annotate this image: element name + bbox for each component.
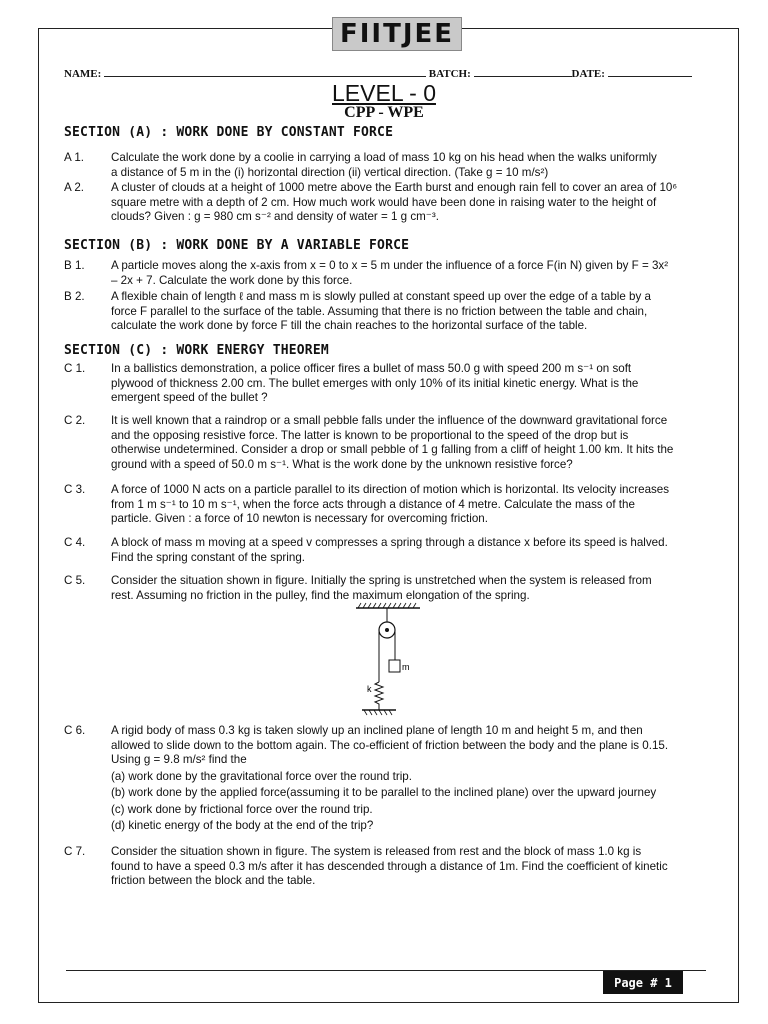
- level-title: LEVEL - 0: [332, 80, 436, 106]
- c6-part-a: (a) work done by the gravitational force over the round trip.: [111, 769, 412, 783]
- pulley-spring-figure: [350, 600, 460, 720]
- student-info-line: [64, 66, 704, 80]
- section-a-title: SECTION (A) : WORK DONE BY CONSTANT FORCE: [64, 125, 394, 140]
- question-c6: C 6. A rigid body of mass 0.3 kg is taken slowly up an inclined plane of length 10 m and height 5 m, and then allowed to slide down to the bottom again. The co-efficient of friction between the body and the plane is 0.15. Using g = 9.8 m/s² find the (a) work done by the gravitational force over the round trip. (b) work done by the applied force(assuming it to be parallel to the inclined plane) over the upward journey (c) work done by frictional force over the round trip. (d) kinetic energy of the body at the end of the trip?: [64, 724, 704, 835]
- question-a2: A 2. A cluster of clouds at a height of 1000 metre above the Earth burst and enough rain fell to cover an area of 10⁶ square metre with a depth of 2 cm. How much work would have been done in raising water to the height of clouds? Given : g = 980 cm s⁻² and density of water = 1 g cm⁻³.: [64, 181, 678, 223]
- batch-label: BATCH:: [428, 68, 471, 80]
- batch-blank: [474, 66, 572, 77]
- question-c5: C 5. Consider the situation shown in figure. Initially the spring is unstretched when the system is released from rest. Assuming no friction in the pulley, find the maximum elongation of the spring.: [64, 574, 652, 602]
- subtitle: CPP - WPE: [344, 104, 424, 121]
- section-c-title: SECTION (C) : WORK ENERGY THEOREM: [64, 343, 329, 358]
- c6-part-c: (c) work done by frictional force over the round trip.: [111, 802, 373, 816]
- fiitjee-logo: FIITJEE: [332, 17, 462, 51]
- page-number: Page # 1: [603, 971, 683, 994]
- date-blank: [608, 66, 692, 77]
- mass-label: m: [402, 662, 410, 672]
- spring: [375, 682, 383, 710]
- c6-part-b: (b) work done by the applied force(assuming it to be parallel to the inclined plane) over the upward journey: [111, 786, 657, 799]
- question-a1: A 1. Calculate the work done by a coolie in carrying a load of mass 10 kg on his head when the walks uniformly a distance of 5 m in the (i) horizontal direction (ii) vertical direction. (Take g = 10 m/s²): [64, 151, 657, 179]
- question-b2: B 2. A flexible chain of length ℓ and mass m is slowly pulled at constant speed up over the edge of a table by a force F parallel to the surface of the table. Assuming that there is no friction between the table and chain, calculate the work done by force F till the chain reaches to the horizontal surface of the table.: [64, 290, 651, 332]
- name-label: NAME:: [64, 68, 102, 80]
- floor-support: [362, 710, 396, 715]
- c6-part-d: (d) kinetic energy of the body at the end of the trip?: [111, 819, 374, 832]
- spring-label: k: [367, 684, 372, 694]
- name-blank: [104, 66, 426, 77]
- question-c3: C 3. A force of 1000 N acts on a particle parallel to its direction of motion which is horizontal. Its velocity increases from 1 m s⁻¹ to 10 m s⁻¹, when the force acts through a distance of 4 metre. Calculate the mass of the particle. Given : a force of 10 newton is necessary for overcoming friction.: [64, 483, 670, 525]
- question-c7: C 7. Consider the situation shown in figure. The system is released from rest and the block of mass 1.0 kg is found to have a speed 0.3 m/s after it has descended through a distance of 1m. Find the coefficient of kinetic friction between the block and the table.: [64, 845, 668, 887]
- date-label: DATE:: [571, 68, 605, 80]
- question-c2: C 2. It is well known that a raindrop or a small pebble falls under the influence of the downward gravitational force and the opposing resistive force. The latter is known to be proportional to the speed of the drop but is otherwise undetermined. Consider a drop or small pebble of 1 g falling from a cliff of height 1.00 km. It hits the ground with a speed of 50.0 m s⁻¹. What is the work done by the unknown resistive force?: [64, 414, 674, 471]
- section-b-title: SECTION (B) : WORK DONE BY A VARIABLE FORCE: [64, 238, 410, 253]
- block-m: [389, 660, 400, 672]
- question-c4: C 4. A block of mass m moving at a speed v compresses a spring through a distance x before its speed is halved. Find the spring constant of the spring.: [64, 536, 668, 564]
- question-c1: C 1. In a ballistics demonstration, a police officer fires a bullet of mass 50.0 g with speed 200 m s⁻¹ on soft plywood of thickness 2.00 cm. The bullet emerges with only 10% of its initial kinetic energy. What is the emergent speed of the bullet ?: [64, 362, 639, 404]
- pulley: [379, 622, 395, 638]
- question-b1: B 1. A particle moves along the x-axis from x = 0 to x = 5 m under the influence of a force F(in N) given by F = 3x² – 2x + 7. Calculate the work done by this force.: [64, 259, 669, 287]
